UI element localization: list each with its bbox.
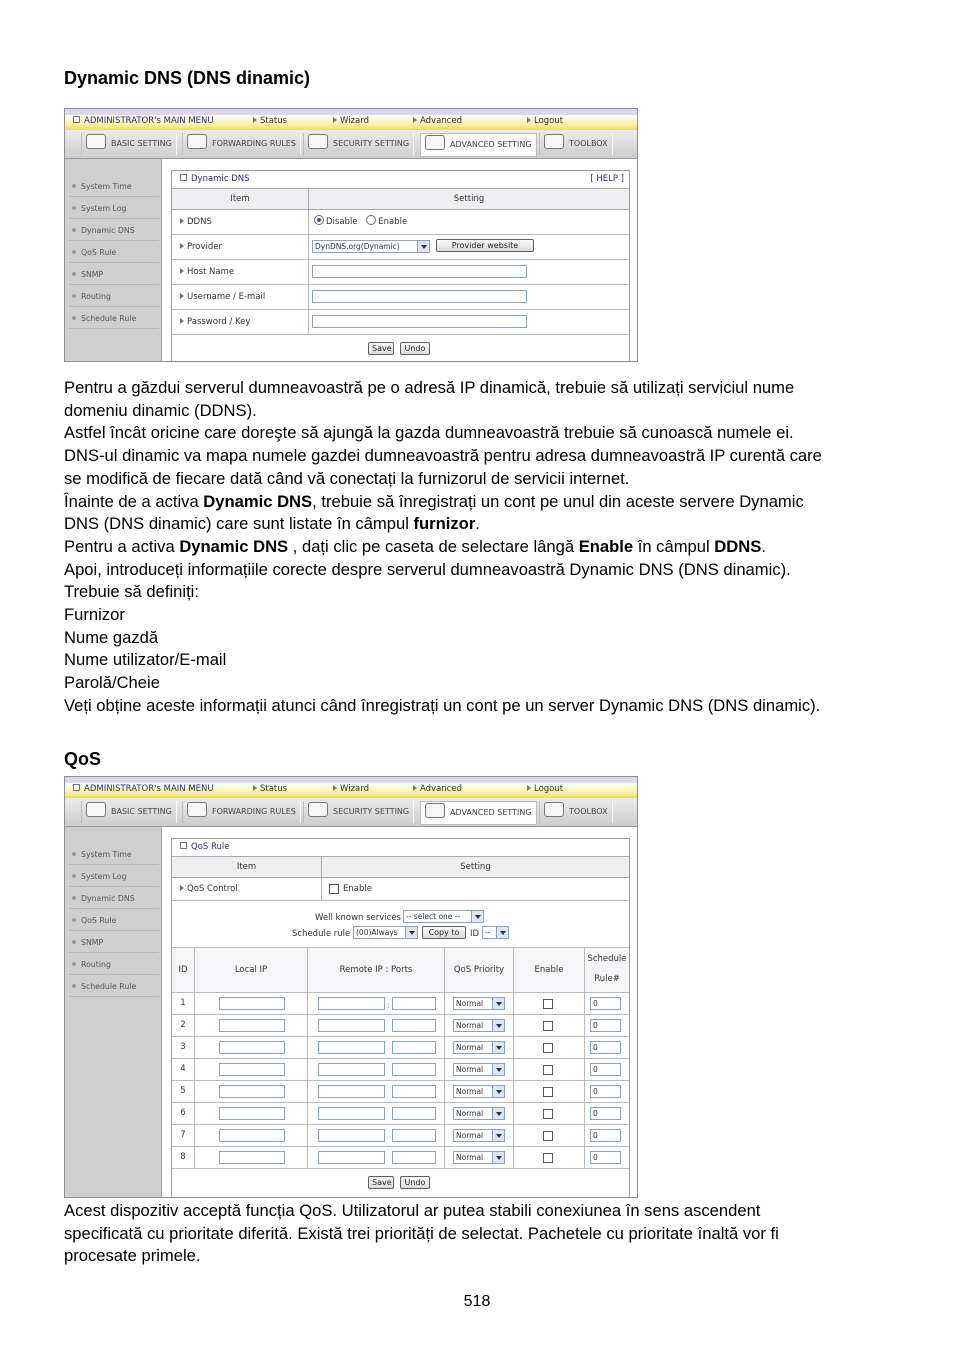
row-id: 5 <box>180 1086 186 1096</box>
arrow-right-icon <box>180 293 184 299</box>
schedule-rule-input[interactable]: 0 <box>590 1041 621 1054</box>
menu-advanced[interactable]: Advanced <box>413 784 462 794</box>
bullet-icon <box>72 896 76 900</box>
tab-toolbox[interactable]: TOOLBOX <box>539 801 613 823</box>
text-line: procesate primele. <box>64 1246 201 1266</box>
schedule-rule-label: Schedule rule <box>292 929 351 939</box>
qos-priority-select[interactable]: Normal <box>453 997 505 1010</box>
radio-empty-icon <box>366 215 376 225</box>
undo-button[interactable]: Undo <box>400 342 430 355</box>
text-line: DNS-ul dinamic va mapa numele gazdei dumneavoastră pentru adresa dumneavoastră IP curentă care <box>64 446 822 466</box>
row-qos-control <box>172 878 629 901</box>
row-id: 7 <box>180 1130 186 1140</box>
square-icon <box>180 842 187 849</box>
tab-forwarding-rules[interactable]: FORWARDING RULES <box>182 801 301 823</box>
text-line: se modifică de fiecare dată când vă conectați la furnizorul de servicii internet. <box>64 468 630 488</box>
chevron-down-icon <box>492 1130 504 1141</box>
tab-bar <box>65 798 637 827</box>
row-services <box>172 901 629 948</box>
text-line: Apoi, introduceți informațiile corecte despre serverul dumneavoastră Dynamic DNS (DNS dinamic). <box>64 559 791 579</box>
username-input[interactable] <box>312 290 527 303</box>
row-id: 2 <box>180 1020 186 1030</box>
qos-priority-select[interactable]: Normal <box>453 1129 505 1142</box>
sidebar-item-snmp[interactable]: SNMP <box>69 933 159 953</box>
menu-status[interactable]: Status <box>253 116 287 126</box>
id-select[interactable]: -- <box>482 926 509 939</box>
rule-enable-checkbox[interactable] <box>543 1153 553 1163</box>
tab-forwarding-rules[interactable]: FORWARDING RULES <box>182 133 301 155</box>
row-label: Provider <box>180 235 222 259</box>
sidebar <box>65 827 162 1197</box>
menu-status[interactable]: Status <box>253 784 287 794</box>
sidebar-item-schedule-rule[interactable]: Schedule Rule <box>69 309 159 329</box>
arrow-right-icon <box>527 117 531 123</box>
host-name-input[interactable] <box>312 265 527 278</box>
tab-security-setting[interactable]: SECURITY SETTING <box>303 801 414 823</box>
bullet-icon <box>72 316 76 320</box>
row-label: Host Name <box>180 260 234 284</box>
menu-admin-main[interactable]: ADMINISTRATOR's MAIN MENU <box>73 116 214 126</box>
sidebar-item-system-log[interactable]: System Log <box>69 867 159 887</box>
basic-setting-icon <box>86 134 106 149</box>
table-row <box>172 1059 629 1081</box>
local-ip-input[interactable] <box>219 1041 285 1054</box>
remote-port-input[interactable] <box>392 1107 436 1120</box>
schedule-rule-input[interactable]: 0 <box>590 997 621 1010</box>
advanced-icon <box>413 785 417 791</box>
local-ip-input[interactable] <box>219 997 285 1010</box>
schedule-rule-input[interactable]: 0 <box>590 1151 621 1164</box>
panel-title: Dynamic DNS [ HELP ] <box>172 171 629 189</box>
sidebar-item-system-log[interactable]: System Log <box>69 199 159 219</box>
schedule-rule-select[interactable]: (00)Always <box>353 926 418 939</box>
header-enable: Enable <box>534 965 564 975</box>
chevron-down-icon <box>492 1042 504 1053</box>
status-icon <box>253 117 257 123</box>
text-line: Înainte de a activa Dynamic DNS, trebuie să înregistrați un cont pe unul din aceste servere Dynamic <box>64 491 804 511</box>
sidebar-item-routing[interactable]: Routing <box>69 287 159 307</box>
ddns-screenshot <box>64 108 638 362</box>
bullet-icon <box>72 874 76 878</box>
sidebar <box>65 159 162 361</box>
password-input[interactable] <box>312 315 527 328</box>
bullet-icon <box>72 852 76 856</box>
qos-priority-select[interactable]: Normal <box>453 1041 505 1054</box>
rule-enable-checkbox[interactable] <box>543 1021 553 1031</box>
text-line: Parolă/Cheie <box>64 673 160 693</box>
schedule-rule-input[interactable]: 0 <box>590 1063 621 1076</box>
header-local-ip: Local IP <box>234 965 268 975</box>
text-line: Nume utilizator/E-mail <box>64 650 227 670</box>
panel-title: QoS Rule <box>172 839 629 857</box>
remote-ip-input[interactable] <box>318 1129 385 1142</box>
rule-enable-checkbox[interactable] <box>543 1131 553 1141</box>
qos-enable-label: Enable <box>343 884 372 894</box>
qos-priority-select[interactable]: Normal <box>453 1063 505 1076</box>
column-divider <box>513 948 514 1169</box>
schedule-rule-input[interactable]: 0 <box>590 1107 621 1120</box>
row-label: Username / E-mail <box>180 285 265 309</box>
local-ip-input[interactable] <box>219 1085 285 1098</box>
local-ip-input[interactable] <box>219 1129 285 1142</box>
qos-description <box>64 1200 904 1268</box>
text-line: Astfel încât oricine care doreşte să ajungă la gazda dumneavoastră trebuie să cunoască numele ei. <box>64 423 794 443</box>
text-line: Trebuie să definiți: <box>64 582 199 602</box>
qos-priority-select[interactable]: Normal <box>453 1085 505 1098</box>
header-id: ID <box>178 965 188 975</box>
save-button[interactable]: Save <box>368 342 394 355</box>
row-id: 6 <box>180 1108 186 1118</box>
qos-priority-select[interactable]: Normal <box>453 1107 505 1120</box>
text-line: Acest dispozitiv acceptă funcția QoS. Utilizatorul ar putea stabili conexiunea în sens ascendent <box>64 1201 761 1220</box>
chevron-down-icon <box>492 1064 504 1075</box>
chevron-down-icon <box>492 1020 504 1031</box>
tab-toolbox[interactable]: TOOLBOX <box>539 133 613 155</box>
menu-wizard[interactable]: Wizard <box>333 116 369 126</box>
row-label: DDNS <box>180 210 212 234</box>
wizard-icon <box>333 785 337 791</box>
rule-enable-checkbox[interactable] <box>543 1065 553 1075</box>
qos-priority-select[interactable]: Normal <box>453 1019 505 1032</box>
chevron-down-icon <box>492 1086 504 1097</box>
square-icon <box>180 174 187 181</box>
menu-admin-main[interactable]: ADMINISTRATOR's MAIN MENU <box>73 784 214 794</box>
header-schedule: Schedule <box>587 954 627 964</box>
qos-control-checkbox[interactable] <box>329 884 339 894</box>
chevron-down-icon <box>405 927 417 938</box>
arrow-right-icon <box>180 268 184 274</box>
page-number: 518 <box>463 1293 491 1310</box>
bullet-icon <box>72 984 76 988</box>
arrow-right-icon <box>180 318 184 324</box>
rule-enable-checkbox[interactable] <box>543 1043 553 1053</box>
tab-advanced-setting[interactable]: ADVANCED SETTING <box>420 133 537 157</box>
sidebar-item-routing[interactable]: Routing <box>69 955 159 975</box>
schedule-rule-input[interactable]: 0 <box>590 1019 621 1032</box>
security-icon <box>308 802 328 817</box>
rule-enable-checkbox[interactable] <box>543 1109 553 1119</box>
copy-to-button[interactable]: Copy to <box>422 926 466 939</box>
menu-logout[interactable]: Logout <box>527 784 563 794</box>
column-divider <box>308 210 309 335</box>
row-username <box>172 285 629 310</box>
column-header-item: Item <box>172 189 309 210</box>
chevron-down-icon <box>492 998 504 1009</box>
local-ip-input[interactable] <box>219 1063 285 1076</box>
row-id: 8 <box>180 1152 186 1162</box>
table-row <box>172 1081 629 1103</box>
text-line: Pentru a activa Dynamic DNS , dați clic pe caseta de selectare lângă Enable în câmpul DDNS. <box>64 536 766 556</box>
text-line: DNS (DNS dinamic) care sunt listate în câmpul furnizor. <box>64 514 480 534</box>
header-remote-ip-ports: Remote IP : Ports <box>339 965 413 975</box>
advanced-setting-icon <box>425 135 445 150</box>
remote-port-input[interactable] <box>392 1151 436 1164</box>
table-row <box>172 1125 629 1147</box>
row-id: 1 <box>180 998 186 1008</box>
row-password <box>172 310 629 335</box>
text-line: Pentru a găzdui serverul dumneavoastră pe o adresă IP dinamică, trebuie să utilizați serviciul nume <box>64 378 795 397</box>
provider-website-button[interactable]: Provider website <box>436 239 534 252</box>
qos-panel <box>171 838 630 1198</box>
row-provider <box>172 235 629 260</box>
chevron-down-icon <box>492 1108 504 1119</box>
remote-ip-input[interactable] <box>318 1063 385 1076</box>
arrow-right-icon <box>180 218 184 224</box>
bullet-icon <box>72 250 76 254</box>
schedule-rule-input[interactable]: 0 <box>590 1085 621 1098</box>
sidebar-item-dynamic-dns[interactable]: Dynamic DNS <box>69 221 159 241</box>
menu-advanced[interactable]: Advanced <box>413 116 462 126</box>
text-line: Furnizor <box>64 605 125 625</box>
square-icon <box>73 116 80 123</box>
rule-enable-checkbox[interactable] <box>543 1087 553 1097</box>
tab-basic-setting[interactable]: BASIC SETTING <box>81 801 177 823</box>
chevron-down-icon <box>496 927 508 938</box>
qos-screenshot <box>64 776 638 1198</box>
local-ip-input[interactable] <box>219 1107 285 1120</box>
local-ip-input[interactable] <box>219 1151 285 1164</box>
chevron-down-icon <box>471 911 483 922</box>
section-heading-qos: QoS <box>64 749 102 769</box>
bullet-icon <box>72 272 76 276</box>
section-heading-ddns: Dynamic DNS (DNS dinamic) <box>64 68 311 88</box>
tab-security-setting[interactable]: SECURITY SETTING <box>303 133 414 155</box>
bullet-icon <box>72 940 76 944</box>
toolbox-icon <box>544 134 564 149</box>
remote-port-input[interactable] <box>392 1041 436 1054</box>
menu-wizard[interactable]: Wizard <box>333 784 369 794</box>
row-label: QoS Control <box>180 878 238 900</box>
text-line: domeniu dinamic (DDNS). <box>64 400 257 420</box>
provider-select[interactable]: DynDNS.org(Dynamic) <box>312 240 430 253</box>
id-label: ID <box>470 929 480 939</box>
arrow-right-icon <box>180 243 184 249</box>
sidebar-item-system-time[interactable]: System Time <box>69 177 159 197</box>
table-row <box>172 993 629 1015</box>
row-ddns <box>172 210 629 235</box>
qos-priority-select[interactable]: Normal <box>453 1151 505 1164</box>
column-header-setting: Setting <box>322 857 629 878</box>
row-host-name <box>172 260 629 285</box>
arrow-right-icon <box>527 785 531 791</box>
bullet-icon <box>72 228 76 232</box>
row-label: Password / Key <box>180 310 250 334</box>
row-id: 3 <box>180 1042 186 1052</box>
top-menu-bar <box>65 109 637 130</box>
sidebar-item-qos-rule[interactable]: QoS Rule <box>69 243 159 263</box>
row-id: 4 <box>180 1064 186 1074</box>
bullet-icon <box>72 294 76 298</box>
tab-bar <box>65 130 637 159</box>
menu-logout[interactable]: Logout <box>527 116 563 126</box>
column-divider <box>444 948 445 1169</box>
column-header-setting: Setting <box>309 189 629 210</box>
toolbox-icon <box>544 802 564 817</box>
remote-ip-input[interactable] <box>318 1019 385 1032</box>
square-icon <box>73 784 80 791</box>
top-menu-bar <box>65 777 637 798</box>
table-row <box>172 1015 629 1037</box>
column-header-item: Item <box>172 857 322 878</box>
column-divider <box>321 878 322 900</box>
remote-port-input[interactable] <box>392 997 436 1010</box>
radio-selected-icon <box>314 215 324 225</box>
remote-ip-input[interactable] <box>318 1151 385 1164</box>
table-row <box>172 1147 629 1169</box>
column-divider <box>194 948 195 1169</box>
chevron-down-icon <box>492 1152 504 1163</box>
sidebar-item-snmp[interactable]: SNMP <box>69 265 159 285</box>
remote-port-input[interactable] <box>392 1063 436 1076</box>
remote-port-input[interactable] <box>392 1085 436 1098</box>
security-icon <box>308 134 328 149</box>
port-separator: : <box>387 1001 390 1011</box>
sidebar-item-system-time[interactable]: System Time <box>69 845 159 865</box>
column-divider <box>307 948 308 1169</box>
remote-ip-input[interactable] <box>318 1085 385 1098</box>
sidebar-item-schedule-rule[interactable]: Schedule Rule <box>69 977 159 997</box>
sidebar-item-qos-rule[interactable]: QoS Rule <box>69 911 159 931</box>
table-row <box>172 1103 629 1125</box>
header-rule-number: Rule# <box>594 974 620 984</box>
schedule-rule-input[interactable]: 0 <box>590 1129 621 1142</box>
bullet-icon <box>72 206 76 210</box>
well-known-services-select[interactable]: -- select one -- <box>403 910 484 923</box>
advanced-setting-icon <box>425 803 445 818</box>
forwarding-icon <box>187 802 207 817</box>
text-line: specificată cu prioritate diferită. Există trei priorități de selectat. Pachetele cu prioritate înaltă vor fi <box>64 1223 779 1243</box>
help-link[interactable]: [ HELP ] <box>590 174 624 184</box>
basic-setting-icon <box>86 802 106 817</box>
remote-ip-input[interactable] <box>318 1041 385 1054</box>
ddns-panel <box>171 170 630 362</box>
ddns-disable-radio[interactable]: Disable <box>314 217 358 227</box>
save-button[interactable]: Save <box>368 1176 394 1189</box>
bullet-icon <box>72 184 76 188</box>
sidebar-item-dynamic-dns[interactable]: Dynamic DNS <box>69 889 159 909</box>
ddns-radio-group <box>314 210 407 234</box>
tab-advanced-setting[interactable]: ADVANCED SETTING <box>420 801 537 825</box>
remote-port-input[interactable] <box>392 1129 436 1142</box>
local-ip-input[interactable] <box>219 1019 285 1032</box>
remote-ip-input[interactable] <box>318 997 385 1010</box>
ddns-description <box>64 377 904 718</box>
arrow-right-icon <box>180 885 184 891</box>
bullet-icon <box>72 962 76 966</box>
chevron-down-icon <box>417 241 429 252</box>
status-icon <box>253 785 257 791</box>
remote-port-input[interactable] <box>392 1019 436 1032</box>
table-row <box>172 1037 629 1059</box>
column-divider <box>584 948 585 1169</box>
forwarding-icon <box>187 134 207 149</box>
rules-header-row <box>172 948 629 993</box>
bullet-icon <box>72 918 76 922</box>
ddns-enable-radio[interactable]: Enable <box>366 217 407 227</box>
rule-enable-checkbox[interactable] <box>543 999 553 1009</box>
wizard-icon <box>333 117 337 123</box>
advanced-icon <box>413 117 417 123</box>
header-qos-priority: QoS Priority <box>453 965 505 975</box>
text-line: Nume gazdă <box>64 627 159 647</box>
undo-button[interactable]: Undo <box>400 1176 430 1189</box>
text-line: Veți obține aceste informații atunci când înregistrați un cont pe un server Dynamic DNS (DNS dinamic). <box>64 695 821 715</box>
remote-ip-input[interactable] <box>318 1107 385 1120</box>
well-known-services-label: Well known services <box>315 913 401 923</box>
tab-basic-setting[interactable]: BASIC SETTING <box>81 133 177 155</box>
